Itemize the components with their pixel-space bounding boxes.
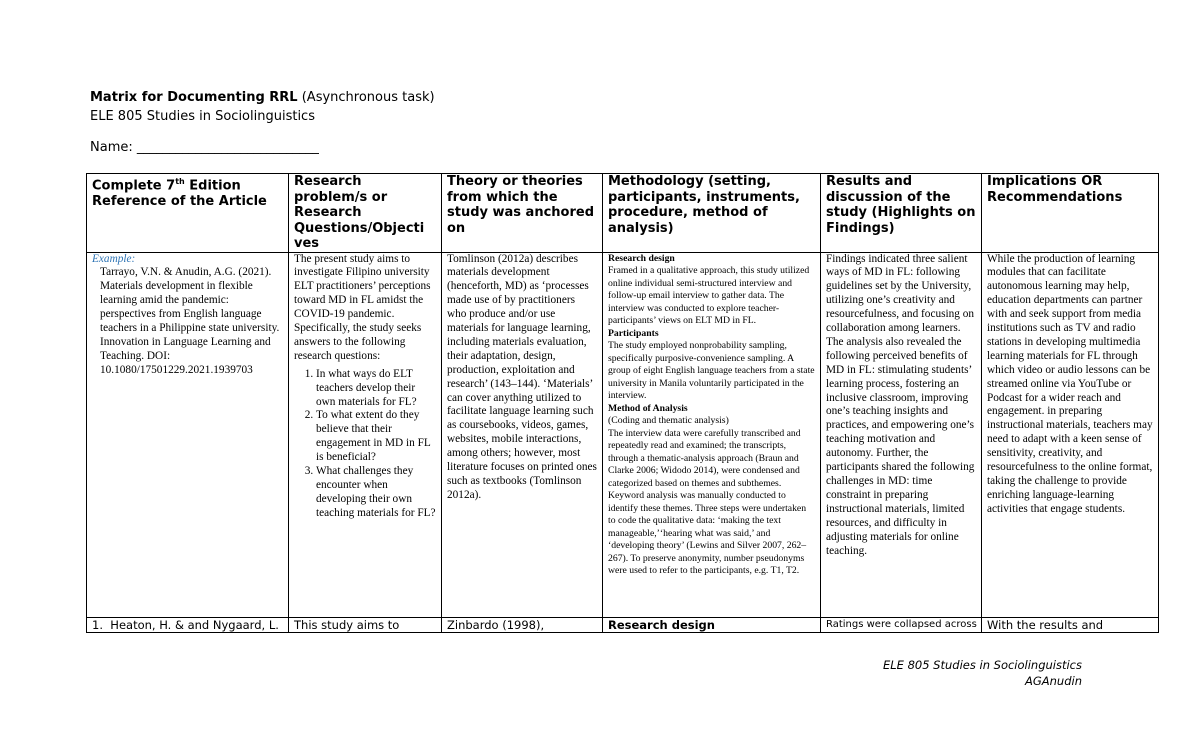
example-row bbox=[87, 252, 1159, 617]
name-field[interactable] bbox=[90, 140, 319, 155]
research-question: 2. To what extent do they believe that their engagement in MD in FL is beneficial? bbox=[316, 409, 436, 465]
entry-row-1 bbox=[87, 617, 1159, 632]
example-problem-cell bbox=[289, 252, 442, 617]
page-footer bbox=[883, 657, 1082, 689]
document-title: Matrix for Documenting RRL (Asynchronous task) bbox=[90, 90, 435, 105]
example-methodology-cell bbox=[603, 252, 821, 617]
research-questions-list bbox=[294, 368, 436, 521]
column-header-methodology: Methodology (setting, participants, instruments, procedure, method of analysis) bbox=[603, 174, 821, 253]
entry-reference-cell[interactable]: 1. Heaton, H. & and Nygaard, L. bbox=[87, 617, 289, 632]
research-question: 3. What challenges they encounter when developing their own teaching materials for FL? bbox=[316, 465, 436, 521]
course-title: ELE 805 Studies in Sociolinguistics bbox=[90, 109, 315, 124]
example-theory-cell: Tomlinson (2012a) describes materials development (henceforth, MD) as ‘processes made use of by practitioners who produce and/or use materials for language learning, including materials evaluation, their adaptation, design, production, exploitation and research’ (143–144). ‘Materials’ can cover anything utilized to facilitate language learning such as coursebooks, videos, games, websites, mobile interactions, among others; however, most literature focuses on printed ones such as textbooks (Tomlinson 2012a). bbox=[442, 252, 603, 617]
entry-theory-cell[interactable]: Zinbardo (1998), bbox=[442, 617, 603, 632]
example-results-cell: Findings indicated three salient ways of MD in FL: following guidelines set by the University, utilizing one’s creativity and resourcefulness, and focusing on collaboration among learners. The analysis also revealed the following perceived benefits of MD in FL: stimulating students’ learning process, fostering an inclusive classroom, improving one’s teaching insights and practices, and empowering one’s teaching motivation and autonomy. Further, the participants shared the following challenges in MD: time constraint in preparing instructional materials, limited resources, and difficulty in adjusting materials for online teaching. bbox=[821, 252, 982, 617]
research-question: 1. In what ways do ELT teachers develop their own materials for FL? bbox=[316, 368, 436, 410]
entry-implications-cell[interactable]: With the results and bbox=[982, 617, 1159, 632]
header-row bbox=[87, 174, 1159, 253]
methodology-design-heading: Research design bbox=[608, 252, 675, 264]
example-reference-cell bbox=[87, 252, 289, 617]
entry-results-cell[interactable]: Ratings were collapsed across bbox=[821, 617, 982, 632]
column-header-implications: Implications OR Recommendations bbox=[982, 174, 1159, 253]
methodology-design-text: Framed in a qualitative approach, this study utilized online individual semi-structured interview and follow-up email interview to gather data. The interview was conducted to explore teacher-participants’ views on ELT MD in FL. bbox=[608, 265, 810, 326]
methodology-analysis-heading: Method of Analysis bbox=[608, 402, 688, 414]
methodology-analysis-sub: (Coding and thematic analysis) bbox=[608, 415, 729, 426]
entry-methodology-cell[interactable]: Research design bbox=[603, 617, 821, 632]
example-label: Example: bbox=[92, 252, 136, 265]
column-header-results: Results and discussion of the study (Highlights on Findings) bbox=[821, 174, 982, 253]
footer-course: ELE 805 Studies in Sociolinguistics bbox=[882, 658, 1082, 672]
example-implications-cell: While the production of learning modules that can facilitate autonomous learning may help, education departments can partner with and seek support from media institutions such as TV and radio stations in developing multimedia learning materials for FL through which video or audio lessons can be streamed online via YouTube or Podcast for a wider reach and engagement. in preparing instructional materials, teachers may need to adapt with a keen sense of sensitivity, creativity, and resourcefulness to the online format, taking the challenge to provide enriching language-learning activities that engage students. bbox=[982, 252, 1159, 617]
column-header-research-problem: Research problem/s or Research Questions/Objecti ves bbox=[289, 174, 442, 253]
name-blank: ____________________________ bbox=[136, 140, 319, 155]
name-label: Name: bbox=[90, 140, 133, 155]
methodology-analysis-text: The interview data were carefully transcribed and repeatedly read and examined; the transcripts, through a thematic-analysis approach (Braun and Clarke 2006; Widodo 2014), were condensed and categorized based on themes and subthemes. Keyword analysis was manually conducted to identify these themes. Three steps were undertaken to code the qualitative data: ‘making the text manageable,’‘hearing what was said,’ and ‘developing theory’ (Lewins and Silver 2007, 262–267). To preserve anonymity, number pseudonyms were used to refer to the participants, e.g. T1, T2. bbox=[608, 427, 807, 576]
column-header-theory: Theory or theories from which the study was anchored on bbox=[442, 174, 603, 253]
example-reference: Tarrayo, V.N. & Anudin, A.G. (2021). Materials development in flexible learning amid the pandemic: perspectives from English language teachers in a Philippine state university. Innovation in Language Learning and Teaching. DOI: 10.1080/17501229.2021.1939703 bbox=[100, 266, 280, 376]
footer-author: AGAnudin bbox=[1024, 674, 1082, 688]
methodology-participants-text: The study employed nonprobability sampling, specifically purposive-convenience sampling. A group of eight English language teachers from a state university in Manila voluntarily participated in the interview. bbox=[608, 340, 815, 401]
example-problem-intro: The present study aims to investigate Filipino university ELT practitioners’ perceptions toward MD in FL amidst the COVID-19 pandemic. Specifically, the study seeks answers to the following research questions: bbox=[294, 252, 431, 362]
rrl-matrix-table bbox=[86, 173, 1159, 633]
entry-problem-cell[interactable]: This study aims to bbox=[289, 617, 442, 632]
methodology-participants-heading: Participants bbox=[608, 327, 659, 339]
column-header-reference: Complete 7th Edition Reference of the Article bbox=[87, 174, 289, 253]
document-header bbox=[90, 88, 435, 126]
